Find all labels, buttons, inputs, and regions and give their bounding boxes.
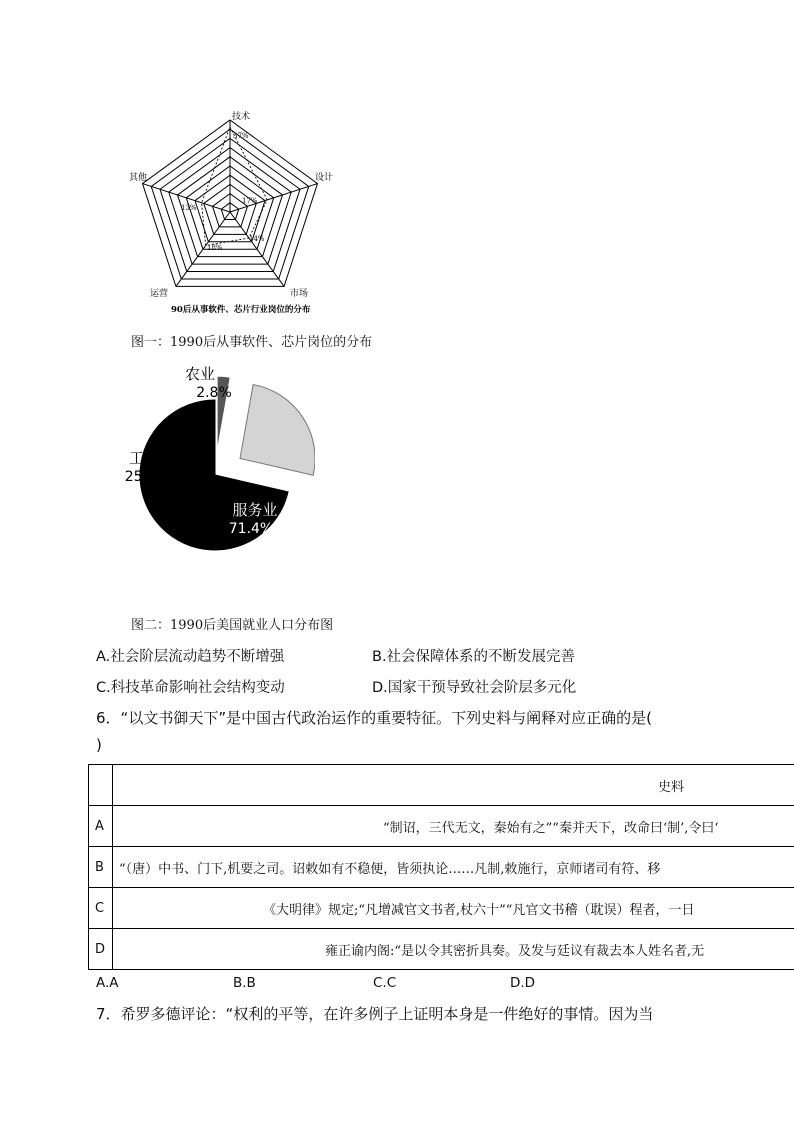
row-text-c: 《大明律》规定;“凡增减官文书者,杖六十”“凡官文书稽（耽误）程者，一日 [113, 888, 794, 929]
pie-value-agriculture: 2.8% [196, 385, 232, 401]
radar-value-right: 17% [242, 197, 258, 205]
q5-option-a[interactable]: A.社会阶层流动趋势不断增强 [96, 649, 285, 665]
q6-stem: 6．“以文书御天下”是中国古代政治运作的重要特征。下列史料与阐释对应正确的是( [96, 709, 652, 727]
radar-axes [143, 120, 318, 286]
q6-option-d[interactable]: D.D [510, 975, 536, 991]
row-text-d: 雍正谕内阁:“是以令其密折具奏。及发与廷议有裁去本人姓名者,无 [113, 929, 794, 970]
table-row [89, 847, 794, 888]
table-header: 史料 [113, 765, 794, 806]
q6-option-b[interactable]: B.B [233, 975, 256, 991]
pie-value-services: 71.4% [228, 521, 274, 537]
radar-label-bottom-right: 市场 [290, 289, 309, 299]
pie-slice-industry [240, 385, 315, 476]
row-label-d: D [89, 929, 113, 970]
table-row [89, 929, 794, 970]
q5-option-b[interactable]: B.社会保障体系的不断发展完善 [372, 649, 576, 665]
figure2-caption: 图二：1990后美国就业人口分布图 [131, 618, 334, 633]
radar-label-top: 技术 [232, 112, 251, 122]
row-label-b: B [89, 847, 113, 888]
table-row [89, 765, 794, 806]
q5-option-c[interactable]: C.科技革命影响社会结构变动 [96, 680, 285, 696]
table-row [89, 806, 794, 847]
radar-label-right: 设计 [315, 173, 334, 183]
figure1-caption: 图一：1990后从事软件、芯片岗位的分布 [131, 335, 373, 350]
pie-value-industry: 25.8% [124, 469, 170, 485]
row-text-a: “制诏，三代无文，秦始有之”“秦并天下，改命曰‘制’,令曰‘ [113, 806, 794, 847]
radar-label-left: 其他 [129, 173, 148, 183]
radar-label-bottom-left: 运营 [150, 289, 169, 299]
radar-value-left: 13% [181, 204, 197, 212]
q7-stem: 7．希罗多德评论：“权利的平等，在许多例子上证明本身是一件绝好的事情。因为当 [96, 1005, 654, 1023]
table-row [89, 888, 794, 929]
radar-value-top: 37% [233, 132, 249, 140]
q6-option-a[interactable]: A.A [96, 975, 119, 991]
radar-chart [110, 100, 350, 325]
q6-source-table [88, 764, 794, 970]
radar-value-bottom-left: 18% [207, 244, 223, 252]
pie-label-services: 服务业 [232, 501, 278, 519]
pie-chart [95, 360, 315, 575]
q6-stem-end: ) [96, 736, 102, 754]
radar-inner-caption: 90后从事软件、芯片行业岗位的分布 [171, 305, 311, 315]
q6-option-c[interactable]: C.C [373, 975, 397, 991]
radar-value-bottom-right: 14% [249, 235, 265, 243]
row-label-a: A [89, 806, 113, 847]
row-text-b: “（唐）中书、门下,机要之司。诏敕如有不稳便，皆须执论……凡制,敕施行，京师诸司有符、移 [113, 847, 794, 888]
row-label-c: C [89, 888, 113, 929]
q5-option-d[interactable]: D.国家干预导致社会阶层多元化 [372, 680, 577, 696]
pie-label-agriculture: 农业 [184, 365, 216, 383]
pie-label-industry: 工业 [128, 449, 160, 467]
